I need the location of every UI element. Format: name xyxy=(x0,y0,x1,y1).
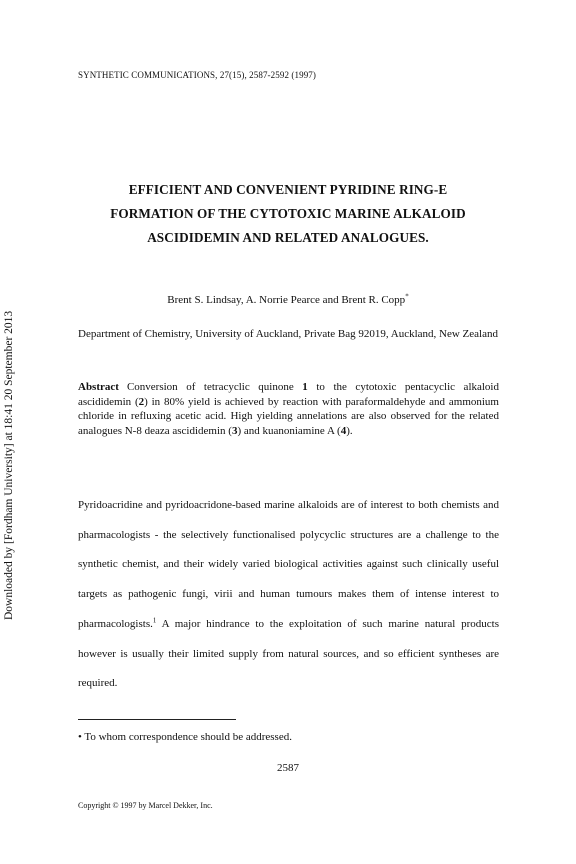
compound-ref: 3 xyxy=(231,424,238,437)
reference-mark: 1 xyxy=(152,616,157,625)
footnote: • To whom correspondence should be addressed. xyxy=(78,731,292,743)
abstract-text: Conversion of tetracyclic quinone xyxy=(126,381,303,393)
compound-ref: 4 xyxy=(340,424,347,437)
compound-ref: 2 xyxy=(138,395,145,408)
compound-ref: 1 xyxy=(302,381,308,393)
title-line-3: ASCIDIDEMIN AND RELATED ANALOGUES. xyxy=(147,230,429,245)
abstract-text: ) and kuanoniamine A ( xyxy=(237,424,341,437)
author-list xyxy=(78,294,498,306)
download-watermark: Downloaded by [Fordham University] at 18:41 20 September 2013 xyxy=(3,310,15,620)
abstract xyxy=(78,380,499,438)
title-line-2: FORMATION OF THE CYTOTOXIC MARINE ALKALOID xyxy=(110,206,466,221)
affiliation: Department of Chemistry, University of Auckland, Private Bag 92019, Auckland, New Zealand xyxy=(78,328,498,340)
footnote-divider xyxy=(78,719,236,720)
abstract-text: ). xyxy=(346,424,353,437)
abstract-heading: Abstract xyxy=(78,381,119,393)
abstract-text: ) in 80% yield is achieved by reaction with paraformaldehyde and ammonium chloride in refluxing acetic acid. High yielding annelations are also observed for the related analogues N-8 deaza ascididemin ( xyxy=(78,395,499,437)
body-text: A major hindrance to the exploitation of such marine natural products however is usually their limited supply from natural sources, and so efficient syntheses are required. xyxy=(78,617,499,690)
paper-title xyxy=(78,178,498,250)
journal-header: SYNTHETIC COMMUNICATIONS, 27(15), 2587-2592 (1997) xyxy=(78,70,316,80)
body-text: Pyridoacridine and pyridoacridone-based marine alkaloids are of interest to both chemists and pharmacologists - the selectively functionalised polycyclic structures are a challenge to the synthetic chemist, and their widely varied biological activities against such clinically useful targets as pathogenic fungi, virii and human tumours makes them of intense interest to pharmacologists. xyxy=(78,499,499,630)
author-names: Brent S. Lindsay, A. Norrie Pearce and Brent R. Copp xyxy=(167,294,406,306)
copyright-notice: Copyright © 1997 by Marcel Dekker, Inc. xyxy=(78,801,213,810)
abstract-text: to the cytotoxic pentacyclic alkaloid ascididemin ( xyxy=(78,381,499,408)
corresponding-author-mark: * xyxy=(405,292,409,301)
page-number: 2587 xyxy=(277,762,299,774)
introduction-paragraph xyxy=(78,491,499,699)
title-line-1: EFFICIENT AND CONVENIENT PYRIDINE RING-E xyxy=(128,182,448,197)
